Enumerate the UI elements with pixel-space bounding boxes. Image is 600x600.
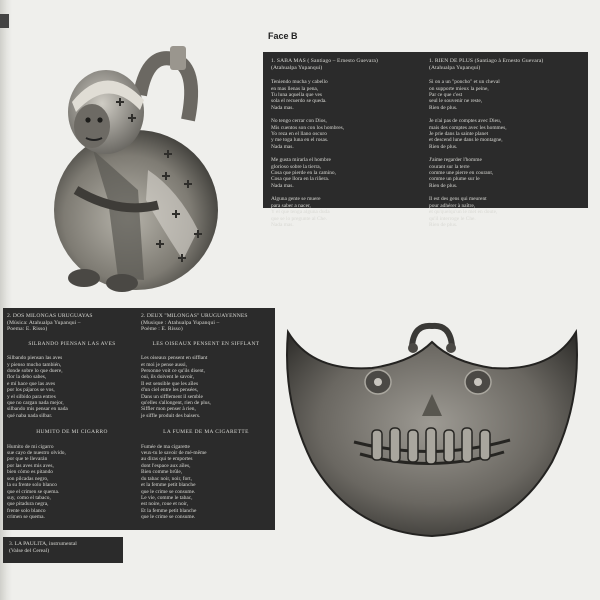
- face-label: Face B: [268, 31, 298, 41]
- upper-right-column: [429, 58, 579, 235]
- lower-left-column: [7, 313, 137, 528]
- stanza: Fumée de ma cigarette veux-tu le savoir de mé-même au diras qui te emportes dont l'espace aux aîles, Bien comme brûle, du tabac noir, noir, fort, et la femme petit blanche que le crime se consume. Le vie, comme le tabac, est noire, roue et noir, Et la femme petit blanche que le crime se consume.: [141, 443, 207, 521]
- ceramic-vessel-illustration: [48, 40, 228, 300]
- stanza: Alguna gente se muere para saber a nacer, Y el que tenga alguna duda que se lo pregunte al Che. Nada mas.: [271, 196, 330, 228]
- song-heading: 1. RIEN DE PLUS (Santiago à Ernesto Guevara) (Atahualpa Yupanqui): [429, 58, 544, 71]
- stanza: Si on a un "poncho" et un cheval on supporte mieux la peine, Par ce que c'est seul le souvenir ne reste, Rien de plus.: [429, 79, 500, 111]
- stanza: Il est des gens qui meurent pour adhérer à naître, et qu'quelqu'un le met en doute, qu'il interroge le Che. Rien de plus.: [429, 196, 498, 228]
- stanza: Teniendo mucha y cabello en mas llenas la pena, Tu luna aquella que ves sola el recuerdo se queda. Nada mas.: [271, 79, 328, 111]
- metal-mask-illustration: [282, 312, 582, 542]
- upper-lyrics-block: [263, 52, 588, 228]
- song-heading: 2. DEUX "MILONGAS" URUGUAYENNES (Musique : Atahualpa Yupanqui – Poème : E. Risso): [141, 313, 248, 333]
- song-heading: 2. DOS MILONGAS URUGUAYAS (Música: Atahualpa Yupanqui – Poema: E. Risso): [7, 313, 93, 333]
- song-subtitle: LES OISEAUX PENSENT EN SIFFLANT: [152, 340, 260, 347]
- song-subtitle: HUMITO DE MI CIGARRO: [36, 429, 108, 436]
- upper-left-column: [271, 58, 419, 235]
- stanza: Je n'ai pas de comptes avec Dieu, mais des comptes avec les hommes, Je prie dans la sainte planet et descend lune dans le montagne, Rien de plus.: [429, 118, 507, 150]
- page-fold: [0, 14, 9, 28]
- stanza: J'aime regarder l'homme courant sur la terre comme une pierre en courant, comme un plume sur le Rien de plus.: [429, 157, 494, 189]
- stanza: Les oiseaux pensent en sifflant et moi je pense aussi, Personne voit ce qu'ils disent, oui, ils doivent le savoir, Il est sensible que les aîles d'un ciel entre les pensées, Dans un sifflement il semble qu'elles s'allongent, rien de plus, Siffler mon penser à rien, je siffle produit des baisers.: [141, 355, 211, 419]
- song-subtitle: LA FUMEE DE MA CIGARETTE: [163, 429, 249, 436]
- lower-right-column: [141, 313, 271, 528]
- song-heading: 1. SABA MAS ( Santiago – Ernesto Guevara) (Atahualpa Yupanqui): [271, 58, 378, 71]
- stanza: No tengo cerrar con Dios, Mis cuentos son con los hombres, Yo reza en el llano oscuro y me toga luna en el rosas. Nada mas.: [271, 118, 345, 150]
- stanza: Silbando piensan las aves y pienso mucho también, donde sobre lo que duere, flor la debo sabes, e mí hace que las aves por los pájaros se vos, y el silbido para entres que no cargan nada mejor, silbando mis pensar en nada qué naba nada silbar.: [7, 355, 68, 419]
- stanza: Me gusta mirarla el hombre glorioso sobre la tierra, Cosa que pierde en la camino, Cosa que llora en la riñera. Nada mas.: [271, 157, 336, 189]
- stanza: Humito de mi cigarro sue cayo de nuestro olvido, por que te llevarán por las aves mis aves, bien cómo es pitando son pilcadas negro, la su frente solo blanco que el crimen se quema. suy, como el tabaco, que pitadura negra, frente solo blanco crimen se quema.: [7, 443, 66, 521]
- track-label: 3. LA PAULITA, instrumental (Valse del Cereal): [3, 537, 123, 563]
- lower-lyrics-block: [3, 308, 275, 530]
- song-subtitle: SILBANDO PIENSAN LAS AVES: [28, 340, 116, 347]
